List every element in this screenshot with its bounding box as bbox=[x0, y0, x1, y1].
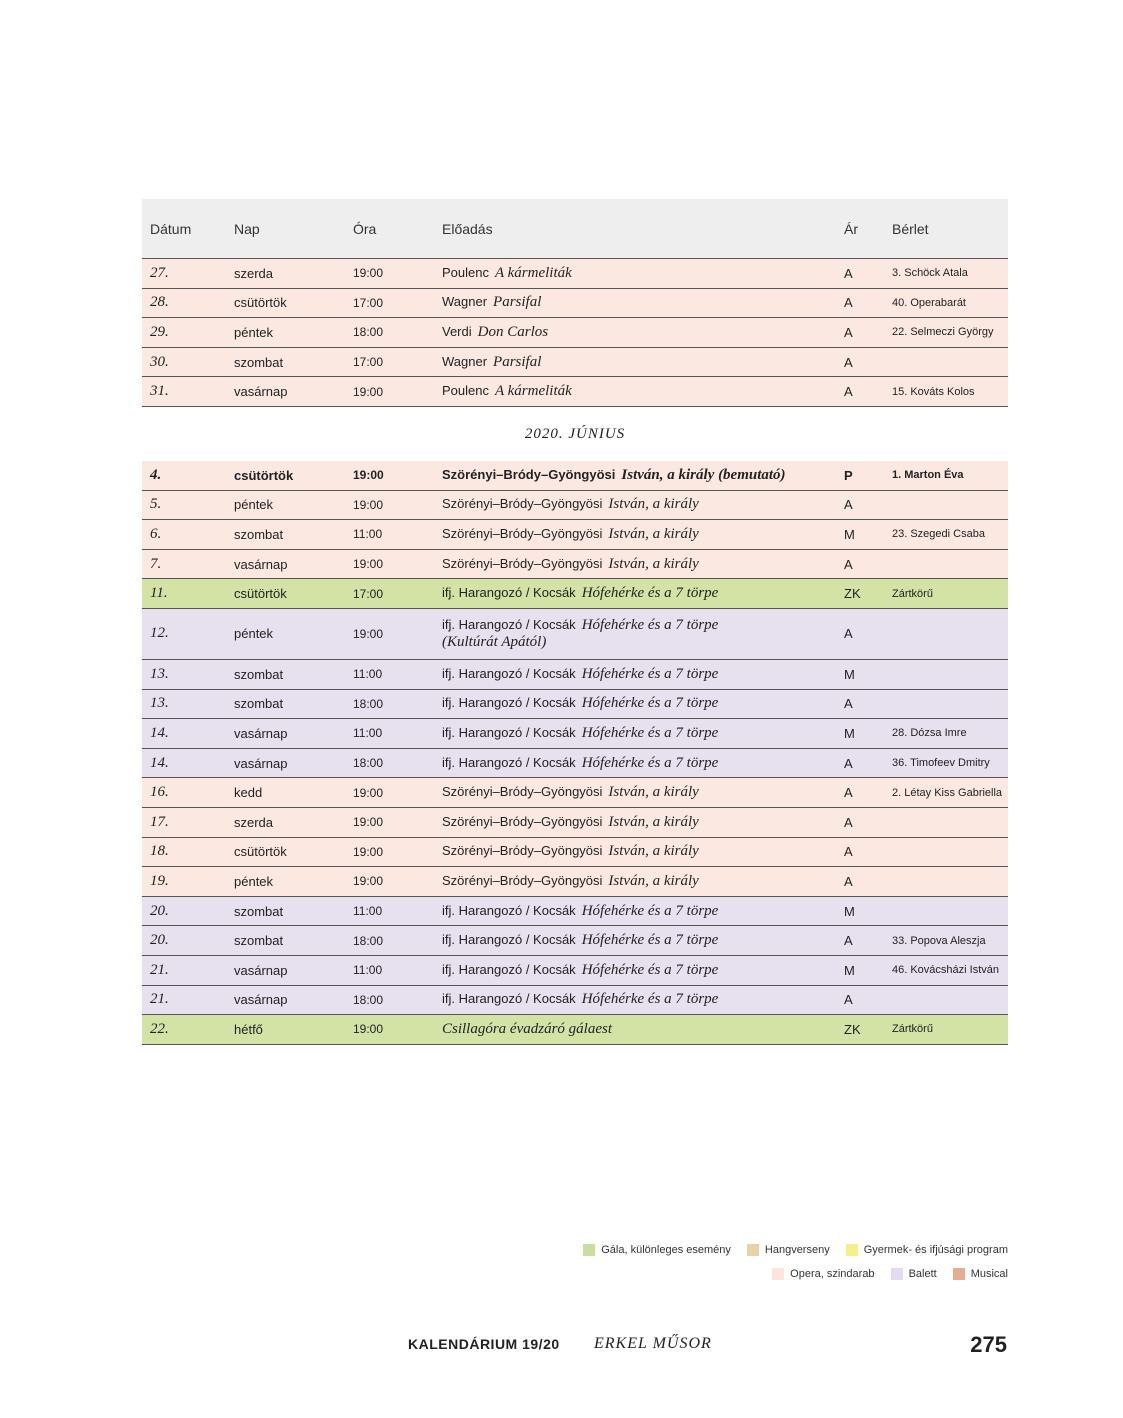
legend-label: Balett bbox=[908, 1268, 937, 1280]
legend-swatch bbox=[953, 1268, 965, 1280]
row-performance bbox=[434, 778, 836, 808]
row-time: 19:00 bbox=[345, 778, 434, 808]
legend-swatch bbox=[772, 1268, 784, 1280]
table-row bbox=[142, 318, 1008, 348]
row-day: szombat bbox=[226, 926, 345, 956]
row-date: 16. bbox=[142, 778, 226, 808]
row-day: csütörtök bbox=[226, 288, 345, 318]
row-time: 19:00 bbox=[345, 608, 434, 659]
row-performance bbox=[434, 926, 836, 956]
table-row bbox=[142, 1015, 1008, 1045]
row-time: 19:00 bbox=[345, 807, 434, 837]
row-subscription bbox=[884, 807, 1008, 837]
legend-item bbox=[846, 1244, 1008, 1256]
row-composer: ifj. Harangozó / Kocsák bbox=[442, 932, 576, 948]
row-day: péntek bbox=[226, 867, 345, 897]
row-date: 12. bbox=[142, 608, 226, 659]
legend-row-2 bbox=[772, 1268, 1008, 1280]
row-performance bbox=[434, 719, 836, 749]
row-performance bbox=[434, 748, 836, 778]
row-performance bbox=[434, 837, 836, 867]
row-date: 31. bbox=[142, 377, 226, 407]
row-subscription bbox=[884, 985, 1008, 1015]
row-subscription bbox=[884, 867, 1008, 897]
row-subscription: 28. Dózsa Imre bbox=[884, 719, 1008, 749]
row-performance bbox=[434, 288, 836, 318]
legend-label: Gyermek- és ifjúsági program bbox=[863, 1244, 1008, 1256]
row-composer: Szörényi–Bródy–Gyöngyösi bbox=[442, 843, 603, 859]
legend-item bbox=[583, 1244, 731, 1256]
row-price: A bbox=[836, 778, 884, 808]
table-row bbox=[142, 748, 1008, 778]
row-date: 20. bbox=[142, 896, 226, 926]
legend-row-1 bbox=[583, 1244, 1008, 1256]
row-time: 17:00 bbox=[345, 347, 434, 377]
row-price: A bbox=[836, 608, 884, 659]
row-composer: ifj. Harangozó / Kocsák bbox=[442, 665, 576, 681]
row-time: 19:00 bbox=[345, 490, 434, 520]
row-performance bbox=[434, 461, 836, 490]
row-time: 18:00 bbox=[345, 926, 434, 956]
table-row bbox=[142, 259, 1008, 289]
row-day: csütörtök bbox=[226, 461, 345, 490]
row-composer: Wagner bbox=[442, 294, 488, 310]
table-row bbox=[142, 867, 1008, 897]
row-day: péntek bbox=[226, 490, 345, 520]
row-composer: ifj. Harangozó / Kocsák bbox=[442, 991, 576, 1007]
table-row bbox=[142, 377, 1008, 407]
row-subscription: 2. Létay Kiss Gabriella bbox=[884, 778, 1008, 808]
row-performance bbox=[434, 955, 836, 985]
month-heading: 2020. JÚNIUS bbox=[524, 426, 626, 442]
row-price: A bbox=[836, 288, 884, 318]
row-date: 20. bbox=[142, 926, 226, 956]
row-time: 18:00 bbox=[345, 748, 434, 778]
legend-item bbox=[953, 1268, 1008, 1280]
header-subscription: Bérlet bbox=[884, 199, 1008, 259]
table-row bbox=[142, 837, 1008, 867]
header-performance: Előadás bbox=[434, 199, 836, 259]
row-day: hétfő bbox=[226, 1015, 345, 1045]
row-date: 7. bbox=[142, 549, 226, 579]
row-price: A bbox=[836, 549, 884, 579]
row-performance bbox=[434, 347, 836, 377]
row-date: 28. bbox=[142, 288, 226, 318]
row-subscription: 46. Kovácsházi István bbox=[884, 955, 1008, 985]
row-title: Hófehérke és a 7 törpe bbox=[581, 932, 719, 949]
row-title: Csillagóra évadzáró gálaest bbox=[442, 1020, 613, 1037]
row-title: Don Carlos bbox=[477, 323, 549, 340]
row-title: István, a király bbox=[608, 843, 699, 860]
table-row bbox=[142, 520, 1008, 550]
row-title: István, a király (bemutató) bbox=[621, 466, 786, 483]
row-price: A bbox=[836, 807, 884, 837]
legend-swatch bbox=[891, 1268, 903, 1280]
row-title: Hófehérke és a 7 törpe bbox=[581, 991, 719, 1008]
row-title: A kármeliták bbox=[494, 264, 572, 281]
row-day: szombat bbox=[226, 347, 345, 377]
row-time: 19:00 bbox=[345, 549, 434, 579]
row-composer: Szörényi–Bródy–Gyöngyösi bbox=[442, 496, 603, 512]
row-date: 29. bbox=[142, 318, 226, 348]
row-date: 13. bbox=[142, 659, 226, 689]
row-performance bbox=[434, 259, 836, 289]
row-composer: Poulenc bbox=[442, 264, 489, 280]
row-price: M bbox=[836, 520, 884, 550]
row-performance bbox=[434, 608, 836, 659]
row-day: csütörtök bbox=[226, 837, 345, 867]
row-performance bbox=[434, 867, 836, 897]
row-price: ZK bbox=[836, 579, 884, 609]
row-day: szerda bbox=[226, 807, 345, 837]
row-price: A bbox=[836, 689, 884, 719]
row-price: P bbox=[836, 461, 884, 490]
row-date: 4. bbox=[142, 461, 226, 490]
row-composer: Wagner bbox=[442, 353, 488, 369]
row-title: István, a király bbox=[608, 872, 699, 889]
row-composer: ifj. Harangozó / Kocsák bbox=[442, 754, 576, 770]
row-price: A bbox=[836, 490, 884, 520]
row-subscription: 1. Marton Éva bbox=[884, 461, 1008, 490]
row-composer: Szörényi–Bródy–Gyöngyösi bbox=[442, 555, 603, 571]
row-title: Hófehérke és a 7 törpe bbox=[581, 695, 719, 712]
row-composer: ifj. Harangozó / Kocsák bbox=[442, 695, 576, 711]
footer-brand: KALENDÁRIUM 19/20 bbox=[408, 1336, 560, 1352]
row-day: szombat bbox=[226, 896, 345, 926]
row-date: 5. bbox=[142, 490, 226, 520]
row-composer: Poulenc bbox=[442, 383, 489, 399]
row-subscription: 22. Selmeczi György bbox=[884, 318, 1008, 348]
header-date: Dátum bbox=[142, 199, 226, 259]
table-row bbox=[142, 896, 1008, 926]
june-schedule-body bbox=[142, 461, 1008, 1044]
row-date: 21. bbox=[142, 985, 226, 1015]
table-row bbox=[142, 926, 1008, 956]
row-composer: Verdi bbox=[442, 323, 472, 339]
row-price: M bbox=[836, 659, 884, 689]
june-schedule-table bbox=[142, 461, 1008, 1045]
table-row bbox=[142, 288, 1008, 318]
row-day: csütörtök bbox=[226, 579, 345, 609]
table-row bbox=[142, 689, 1008, 719]
row-price: A bbox=[836, 377, 884, 407]
table-row bbox=[142, 549, 1008, 579]
row-day: kedd bbox=[226, 778, 345, 808]
row-performance bbox=[434, 689, 836, 719]
row-composer: Szörényi–Bródy–Gyöngyösi bbox=[442, 466, 616, 482]
legend-label: Hangverseny bbox=[764, 1244, 830, 1256]
row-time: 11:00 bbox=[345, 955, 434, 985]
row-performance bbox=[434, 896, 836, 926]
table-row bbox=[142, 807, 1008, 837]
table-row bbox=[142, 955, 1008, 985]
row-time: 19:00 bbox=[345, 867, 434, 897]
row-title: Hófehérke és a 7 törpe bbox=[581, 754, 719, 771]
row-composer: ifj. Harangozó / Kocsák bbox=[442, 585, 576, 601]
row-subscription bbox=[884, 549, 1008, 579]
table-header-row bbox=[142, 199, 1008, 259]
row-subscription: Zártkörű bbox=[884, 579, 1008, 609]
row-performance bbox=[434, 318, 836, 348]
row-subscription bbox=[884, 837, 1008, 867]
row-subscription bbox=[884, 689, 1008, 719]
row-day: vasárnap bbox=[226, 377, 345, 407]
legend-swatch bbox=[583, 1244, 595, 1256]
legend-label: Gála, különleges esemény bbox=[601, 1244, 731, 1256]
row-price: A bbox=[836, 985, 884, 1015]
row-title: István, a király bbox=[608, 813, 699, 830]
row-time: 17:00 bbox=[345, 579, 434, 609]
row-day: szombat bbox=[226, 659, 345, 689]
table-row bbox=[142, 985, 1008, 1015]
row-performance bbox=[434, 985, 836, 1015]
row-date: 6. bbox=[142, 520, 226, 550]
legend-item bbox=[772, 1268, 874, 1280]
row-time: 11:00 bbox=[345, 719, 434, 749]
row-performance bbox=[434, 579, 836, 609]
row-composer: ifj. Harangozó / Kocsák bbox=[442, 961, 576, 977]
legend-label: Opera, szindarab bbox=[790, 1268, 875, 1280]
row-time: 18:00 bbox=[345, 689, 434, 719]
row-subscription: 40. Operabarát bbox=[884, 288, 1008, 318]
row-date: 27. bbox=[142, 259, 226, 289]
row-composer: ifj. Harangozó / Kocsák bbox=[442, 724, 576, 740]
legend-swatch bbox=[747, 1244, 759, 1256]
row-time: 19:00 bbox=[345, 1015, 434, 1045]
legend-item bbox=[891, 1268, 937, 1280]
row-performance bbox=[434, 1015, 836, 1045]
row-date: 22. bbox=[142, 1015, 226, 1045]
row-price: A bbox=[836, 837, 884, 867]
table-row bbox=[142, 347, 1008, 377]
row-time: 17:00 bbox=[345, 288, 434, 318]
row-subscription bbox=[884, 608, 1008, 659]
row-title: Hófehérke és a 7 törpe bbox=[581, 902, 719, 919]
row-composer: Szörényi–Bródy–Gyöngyösi bbox=[442, 872, 603, 888]
row-composer: Szörényi–Bródy–Gyöngyösi bbox=[442, 525, 603, 541]
row-day: szombat bbox=[226, 520, 345, 550]
row-time: 19:00 bbox=[345, 377, 434, 407]
row-day: vasárnap bbox=[226, 985, 345, 1015]
footer-section: ERKEL MŰSOR bbox=[594, 1335, 712, 1352]
table-row bbox=[142, 719, 1008, 749]
row-time: 11:00 bbox=[345, 659, 434, 689]
row-subscription: 15. Kováts Kolos bbox=[884, 377, 1008, 407]
may-schedule-body bbox=[142, 259, 1008, 407]
row-composer: ifj. Harangozó / Kocsák bbox=[442, 902, 576, 918]
row-price: M bbox=[836, 955, 884, 985]
row-performance bbox=[434, 549, 836, 579]
row-date: 19. bbox=[142, 867, 226, 897]
row-price: A bbox=[836, 926, 884, 956]
legend-label: Musical bbox=[970, 1268, 1008, 1280]
row-composer: Szörényi–Bródy–Gyöngyösi bbox=[442, 784, 603, 800]
row-date: 13. bbox=[142, 689, 226, 719]
row-date: 11. bbox=[142, 579, 226, 609]
table-row bbox=[142, 579, 1008, 609]
row-price: A bbox=[836, 867, 884, 897]
row-time: 11:00 bbox=[345, 520, 434, 550]
legend-item bbox=[747, 1244, 830, 1256]
row-performance bbox=[434, 520, 836, 550]
row-subscription: Zártkörű bbox=[884, 1015, 1008, 1045]
row-title: Hófehérke és a 7 törpe bbox=[581, 665, 719, 682]
table-row bbox=[142, 608, 1008, 659]
row-title: István, a király bbox=[608, 784, 699, 801]
row-title: Hófehérke és a 7 törpe bbox=[581, 724, 719, 741]
table-row bbox=[142, 659, 1008, 689]
row-time: 19:00 bbox=[345, 837, 434, 867]
row-title: Hófehérke és a 7 törpe bbox=[581, 585, 719, 602]
row-day: szombat bbox=[226, 689, 345, 719]
row-title: Hófehérke és a 7 törpe bbox=[581, 961, 719, 978]
row-title: István, a király bbox=[608, 555, 699, 572]
row-subscription bbox=[884, 347, 1008, 377]
footer bbox=[0, 1334, 1123, 1356]
row-time: 19:00 bbox=[345, 259, 434, 289]
row-subscription: 33. Popova Aleszja bbox=[884, 926, 1008, 956]
row-performance bbox=[434, 377, 836, 407]
row-title: Parsifal bbox=[493, 294, 542, 311]
row-performance bbox=[434, 659, 836, 689]
row-price: M bbox=[836, 896, 884, 926]
row-date: 30. bbox=[142, 347, 226, 377]
row-day: vasárnap bbox=[226, 549, 345, 579]
row-day: péntek bbox=[226, 608, 345, 659]
table-row bbox=[142, 461, 1008, 490]
row-composer: Szörényi–Bródy–Gyöngyösi bbox=[442, 813, 603, 829]
legend-swatch bbox=[846, 1244, 858, 1256]
row-performance bbox=[434, 490, 836, 520]
row-subscription: 36. Timofeev Dmitry bbox=[884, 748, 1008, 778]
row-subtitle: (Kultúrát Apától) bbox=[442, 633, 547, 650]
table-row bbox=[142, 490, 1008, 520]
row-date: 18. bbox=[142, 837, 226, 867]
row-day: vasárnap bbox=[226, 955, 345, 985]
row-day: vasárnap bbox=[226, 748, 345, 778]
row-title: István, a király bbox=[608, 525, 699, 542]
row-subscription bbox=[884, 490, 1008, 520]
row-date: 21. bbox=[142, 955, 226, 985]
row-title: A kármeliták bbox=[494, 383, 572, 400]
header-price: Ár bbox=[836, 199, 884, 259]
row-time: 11:00 bbox=[345, 896, 434, 926]
row-time: 18:00 bbox=[345, 318, 434, 348]
row-price: A bbox=[836, 259, 884, 289]
header-day: Nap bbox=[226, 199, 345, 259]
row-date: 17. bbox=[142, 807, 226, 837]
page-number: 275 bbox=[970, 1332, 1007, 1357]
row-price: M bbox=[836, 719, 884, 749]
row-subscription bbox=[884, 659, 1008, 689]
row-date: 14. bbox=[142, 748, 226, 778]
row-price: A bbox=[836, 318, 884, 348]
row-title: Hófehérke és a 7 törpe bbox=[581, 616, 719, 633]
row-composer: ifj. Harangozó / Kocsák bbox=[442, 616, 576, 632]
row-title: Parsifal bbox=[493, 353, 542, 370]
row-subscription: 3. Schöck Atala bbox=[884, 259, 1008, 289]
row-price: A bbox=[836, 748, 884, 778]
row-performance bbox=[434, 807, 836, 837]
may-schedule-table bbox=[142, 199, 1008, 407]
header-time: Óra bbox=[345, 199, 434, 259]
row-time: 18:00 bbox=[345, 985, 434, 1015]
row-day: vasárnap bbox=[226, 719, 345, 749]
row-subscription bbox=[884, 896, 1008, 926]
row-time: 19:00 bbox=[345, 461, 434, 490]
table-row bbox=[142, 778, 1008, 808]
row-price: A bbox=[836, 347, 884, 377]
row-date: 14. bbox=[142, 719, 226, 749]
row-price: ZK bbox=[836, 1015, 884, 1045]
row-subscription: 23. Szegedi Csaba bbox=[884, 520, 1008, 550]
row-day: péntek bbox=[226, 318, 345, 348]
row-title: István, a király bbox=[608, 496, 699, 513]
row-day: szerda bbox=[226, 259, 345, 289]
